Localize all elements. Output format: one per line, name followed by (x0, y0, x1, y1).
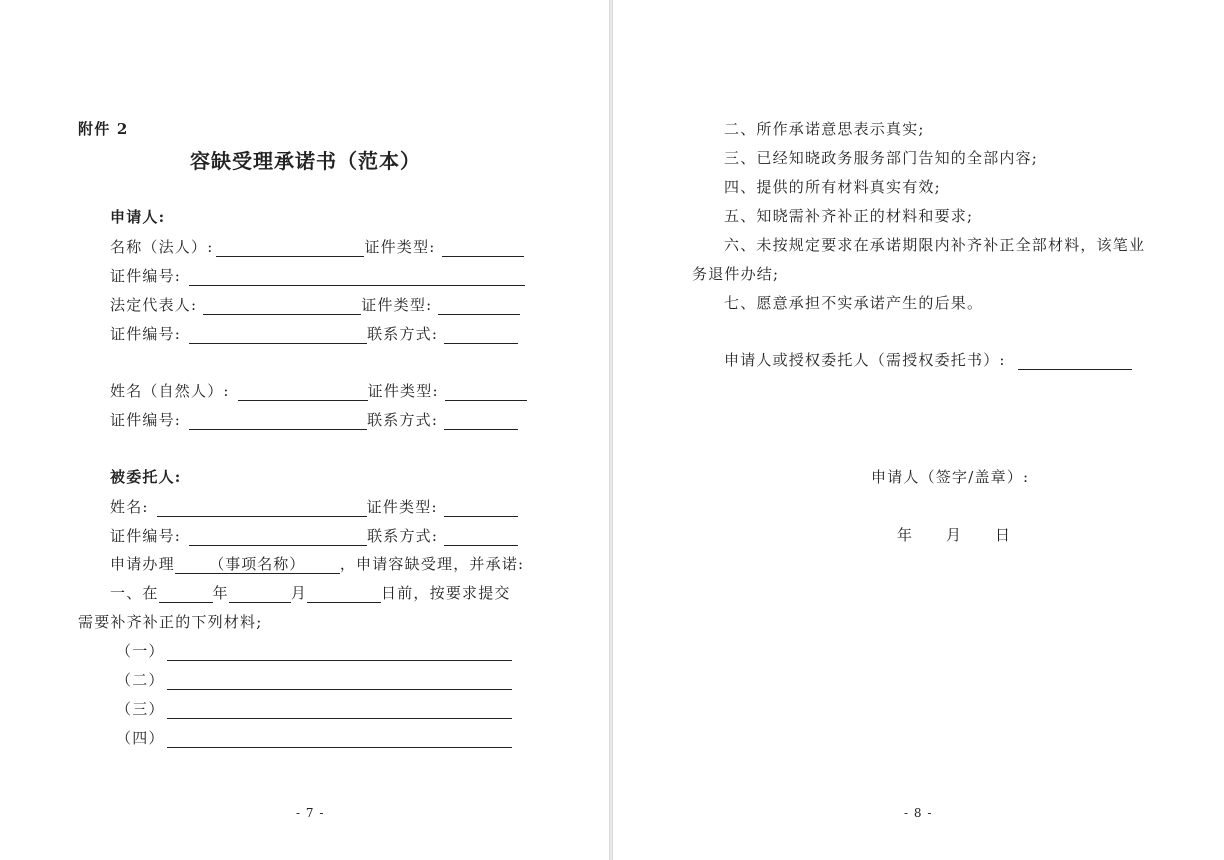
authorized-label: 申请人或授权委托人（需授权委托书）: (724, 351, 1006, 369)
authorized-field[interactable] (1018, 354, 1132, 370)
delegate-id-row (110, 526, 518, 546)
legal-rep-row (110, 295, 520, 315)
material-label: （三） (116, 700, 165, 718)
legal-rep-id-number-label: 证件编号: (110, 325, 182, 343)
page-number: - 8 - (904, 806, 933, 820)
id-type-field[interactable] (442, 241, 524, 257)
delegate-name-field[interactable] (157, 501, 367, 517)
promise-6-continued: 务退件办结; (692, 265, 780, 283)
legal-rep-id-type-field[interactable] (438, 299, 520, 315)
id-number-label: 证件编号: (110, 267, 182, 285)
page-number: - 7 - (296, 806, 325, 820)
material-row (116, 728, 512, 748)
legal-rep-contact-label: 联系方式: (367, 325, 439, 343)
date-day-label: 日 (995, 526, 1012, 544)
document-title: 容缺受理承诺书（范本） (190, 149, 421, 173)
material-field[interactable] (167, 645, 512, 661)
material-field[interactable] (167, 703, 512, 719)
delegate-name-row (110, 497, 518, 517)
legal-name-label: 名称（法人）: (110, 238, 214, 256)
promise-1-row (110, 583, 511, 603)
right-page (613, 0, 1224, 860)
promise-month-label: 月 (290, 584, 308, 602)
apply-prefix: 申请办理 (110, 555, 175, 573)
promise-month-field[interactable] (229, 587, 291, 603)
legal-rep-id-number-field[interactable] (189, 328, 367, 344)
promise-year-field[interactable] (159, 587, 213, 603)
natural-id-row (110, 410, 518, 430)
promise-7: 七、愿意承担不实承诺产生的后果。 (724, 294, 984, 312)
promise-5: 五、知晓需补齐补正的材料和要求; (724, 207, 974, 225)
apply-suffix: ，申请容缺受理，并承诺: (339, 555, 525, 573)
left-page (0, 0, 609, 860)
legal-name-row (110, 237, 524, 257)
attachment-label: 附件 2 (78, 120, 129, 138)
promise-6: 六、未按规定要求在承诺期限内补齐补正全部材料，该笔业 (724, 236, 1146, 254)
delegate-heading: 被委托人: (110, 468, 182, 486)
material-label: （四） (116, 729, 165, 747)
legal-rep-field[interactable] (203, 299, 361, 315)
promise-3: 三、已经知晓政务服务部门告知的全部内容; (724, 149, 1039, 167)
natural-name-label: 姓名（自然人）: (110, 382, 230, 400)
delegate-contact-field[interactable] (444, 530, 518, 546)
date-month-label: 月 (946, 526, 963, 544)
applicant-heading: 申请人: (110, 208, 166, 226)
authorized-row (724, 350, 1132, 370)
material-row (116, 699, 512, 719)
delegate-id-number-field[interactable] (189, 530, 367, 546)
promise-day-field[interactable] (307, 587, 381, 603)
delegate-id-type-label: 证件类型: (366, 498, 438, 516)
natural-id-type-field[interactable] (445, 385, 527, 401)
promise-1-continued: 需要补齐补正的下列材料; (78, 613, 263, 631)
legal-rep-label: 法定代表人: (110, 296, 198, 314)
legal-rep-id-row (110, 324, 518, 344)
apply-item-field[interactable]: （事项名称） (175, 555, 340, 574)
promise-1-prefix: 一、在 (110, 584, 159, 602)
delegate-contact-label: 联系方式: (367, 527, 439, 545)
natural-id-type-label: 证件类型: (367, 382, 439, 400)
promise-2: 二、所作承诺意思表示真实; (724, 120, 925, 138)
delegate-id-number-label: 证件编号: (110, 527, 182, 545)
date-year-label: 年 (897, 526, 914, 544)
material-row (116, 670, 512, 690)
material-field[interactable] (167, 674, 512, 690)
natural-contact-field[interactable] (444, 414, 518, 430)
apply-row (110, 554, 524, 574)
delegate-name-label: 姓名: (110, 498, 149, 516)
material-field[interactable] (167, 732, 512, 748)
natural-name-row (110, 381, 527, 401)
legal-rep-id-type-label: 证件类型: (361, 296, 433, 314)
promise-1-suffix: 日前，按要求提交 (381, 584, 511, 602)
natural-name-field[interactable] (238, 385, 368, 401)
material-label: （一） (116, 642, 165, 660)
material-row (116, 641, 512, 661)
natural-id-number-label: 证件编号: (110, 411, 182, 429)
natural-id-number-field[interactable] (189, 414, 367, 430)
legal-id-number-row (110, 266, 525, 286)
material-label: （二） (116, 671, 165, 689)
natural-contact-label: 联系方式: (367, 411, 439, 429)
id-type-label: 证件类型: (364, 238, 436, 256)
promise-year-label: 年 (212, 584, 229, 602)
legal-rep-contact-field[interactable] (444, 328, 518, 344)
signature-label: 申请人（签字/盖章）: (871, 468, 1030, 486)
promise-4: 四、提供的所有材料真实有效; (724, 178, 941, 196)
delegate-id-type-field[interactable] (444, 501, 518, 517)
legal-name-field[interactable] (216, 241, 364, 257)
legal-id-number-field[interactable] (189, 270, 525, 286)
